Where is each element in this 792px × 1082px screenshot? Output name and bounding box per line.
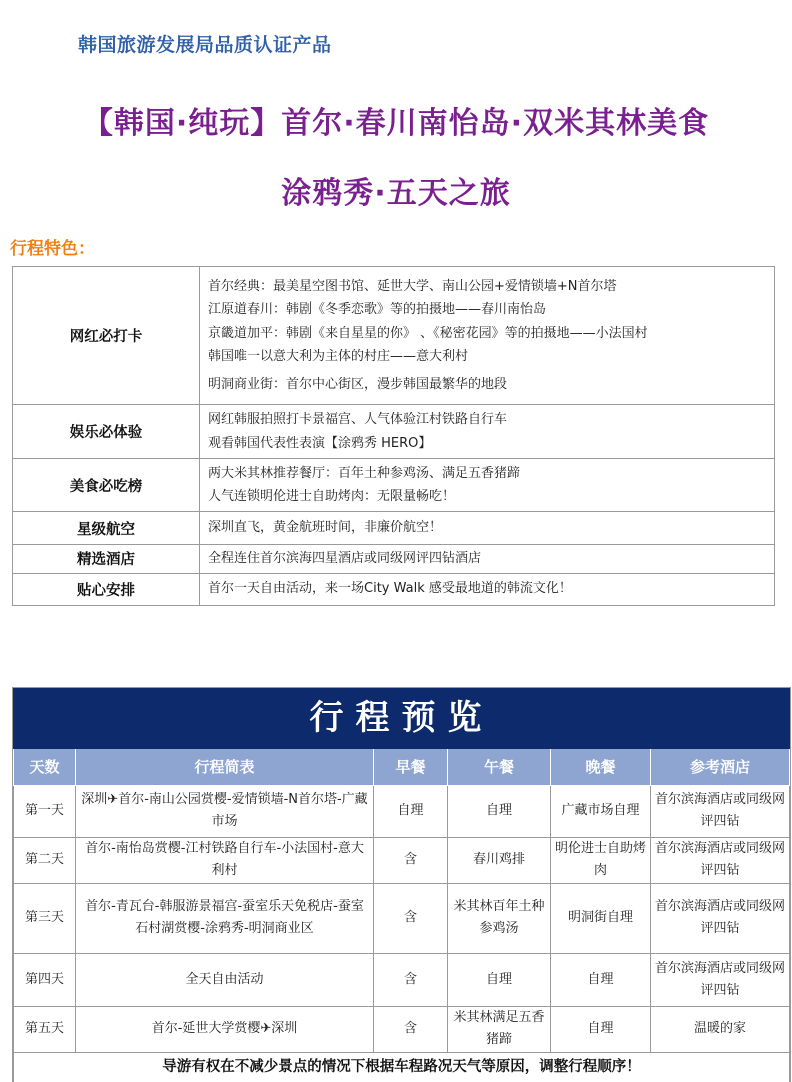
breakfast-cell: 自理 <box>374 785 448 837</box>
table-row <box>14 837 790 883</box>
breakfast-cell: 含 <box>374 953 448 1006</box>
itinerary-overview <box>12 687 791 1082</box>
table-row <box>14 785 790 837</box>
dinner-cell: 自理 <box>551 953 651 1006</box>
route-cell: 深圳✈首尔-南山公园赏樱-爱情锁墙-N首尔塔-广藏市场 <box>76 785 374 837</box>
page-title-line-2: 涂鸦秀·五天之旅 <box>281 176 511 211</box>
feature-line: 首尔一天自由活动，来一场City Walk 感受最地道的韩流文化！ <box>208 581 572 597</box>
feature-category: 网红必打卡 <box>13 267 200 405</box>
feature-line: 观看韩国代表性表演【涂鸦秀 HERO】 <box>208 435 432 451</box>
feature-category: 精选酒店 <box>13 545 200 574</box>
hotel-cell: 首尔滨海酒店或同级网评四钻 <box>651 837 790 883</box>
lunch-cell: 自理 <box>448 785 551 837</box>
table-row <box>14 883 790 953</box>
column-header-lunch: 午餐 <box>448 749 551 785</box>
table-row <box>14 953 790 1006</box>
breakfast-cell: 含 <box>374 883 448 953</box>
overview-title: 行程预览 <box>13 688 790 749</box>
certification-line: 韩国旅游发展局品质认证产品 <box>78 34 332 56</box>
table-row <box>14 1006 790 1052</box>
lunch-cell: 米其林满足五香猪蹄 <box>448 1006 551 1052</box>
day-cell: 第二天 <box>14 837 76 883</box>
hotel-cell: 首尔滨海酒店或同级网评四钻 <box>651 953 790 1006</box>
route-cell: 首尔-青瓦台-韩服游景福宫-蚕室乐天免税店-蚕室石村湖赏樱-涂鸦秀-明洞商业区 <box>76 883 374 953</box>
feature-row <box>13 459 775 512</box>
footnote-row <box>14 1052 790 1082</box>
feature-category: 星级航空 <box>13 512 200 545</box>
feature-description <box>200 267 775 405</box>
route-cell: 首尔-南怡岛赏樱-江村铁路自行车-小法国村-意大利村 <box>76 837 374 883</box>
dinner-cell: 广藏市场自理 <box>551 785 651 837</box>
day-cell: 第四天 <box>14 953 76 1006</box>
column-header-breakfast: 早餐 <box>374 749 448 785</box>
feature-category: 娱乐必体验 <box>13 405 200 459</box>
feature-row <box>13 573 775 605</box>
column-header-day: 天数 <box>14 749 76 785</box>
feature-description <box>200 512 775 545</box>
lunch-cell: 春川鸡排 <box>448 837 551 883</box>
feature-line: 全程连住首尔滨海四星酒店或同级网评四钻酒店 <box>208 551 482 566</box>
feature-line: 网红韩服拍照打卡景福宫、人气体验江村铁路自行车 <box>208 412 508 427</box>
feature-row <box>13 267 775 405</box>
lunch-cell: 自理 <box>448 953 551 1006</box>
dinner-cell: 明伦进士自助烤肉 <box>551 837 651 883</box>
features-heading: 行程特色： <box>10 239 95 259</box>
table-header-row <box>14 749 790 785</box>
feature-row <box>13 545 775 574</box>
breakfast-cell: 含 <box>374 837 448 883</box>
hotel-cell: 首尔滨海酒店或同级网评四钻 <box>651 883 790 953</box>
feature-description <box>200 545 775 574</box>
column-header-hotel: 参考酒店 <box>651 749 790 785</box>
feature-description <box>200 573 775 605</box>
page-title-line-1: 【韩国·纯玩】首尔·春川南怡岛·双米其林美食 <box>82 106 710 141</box>
dinner-cell: 自理 <box>551 1006 651 1052</box>
itinerary-footnote: 导游有权在不减少景点的情况下根据车程路况天气等原因，调整行程顺序！ <box>14 1052 790 1082</box>
feature-category: 贴心安排 <box>13 573 200 605</box>
feature-description <box>200 459 775 512</box>
column-header-dinner: 晚餐 <box>551 749 651 785</box>
feature-line: 韩国唯一以意大利为主体的村庄——意大利村 <box>208 349 469 365</box>
day-cell: 第三天 <box>14 883 76 953</box>
route-cell: 首尔-延世大学赏樱✈深圳 <box>76 1006 374 1052</box>
feature-row <box>13 512 775 545</box>
itinerary-table <box>13 749 790 1082</box>
feature-description <box>200 405 775 459</box>
feature-category: 美食必吃榜 <box>13 459 200 512</box>
day-cell: 第五天 <box>14 1006 76 1052</box>
hotel-cell: 首尔滨海酒店或同级网评四钻 <box>651 785 790 837</box>
breakfast-cell: 含 <box>374 1006 448 1052</box>
dinner-cell: 明洞街自理 <box>551 883 651 953</box>
day-cell: 第一天 <box>14 785 76 837</box>
route-cell: 全天自由活动 <box>76 953 374 1006</box>
feature-line: 首尔经典：最美星空图书馆、延世大学、南山公园+爱情锁墙+N首尔塔 <box>208 278 617 294</box>
feature-line: 京畿道加平：韩剧《来自星星的你》 、《秘密花园》等的拍摄地——小法国村 <box>208 325 648 341</box>
lunch-cell: 米其林百年土种参鸡汤 <box>448 883 551 953</box>
feature-line: 江原道春川：韩剧《冬季恋歌》等的拍摄地——春川南怡岛 <box>208 302 547 318</box>
feature-line: 人气连锁明伦进士自助烤肉：无限量畅吃！ <box>208 489 456 504</box>
feature-line: 明洞商业街：首尔中心街区，漫步韩国最繁华的地段 <box>208 376 508 392</box>
features-table <box>12 266 775 606</box>
column-header-route: 行程简表 <box>76 749 374 785</box>
feature-row <box>13 405 775 459</box>
feature-line: 深圳直飞，黄金航班时间，非廉价航空！ <box>208 520 443 536</box>
hotel-cell: 温暖的家 <box>651 1006 790 1052</box>
feature-line: 两大米其林推荐餐厅：百年土种参鸡汤、满足五香猪蹄 <box>208 465 521 481</box>
